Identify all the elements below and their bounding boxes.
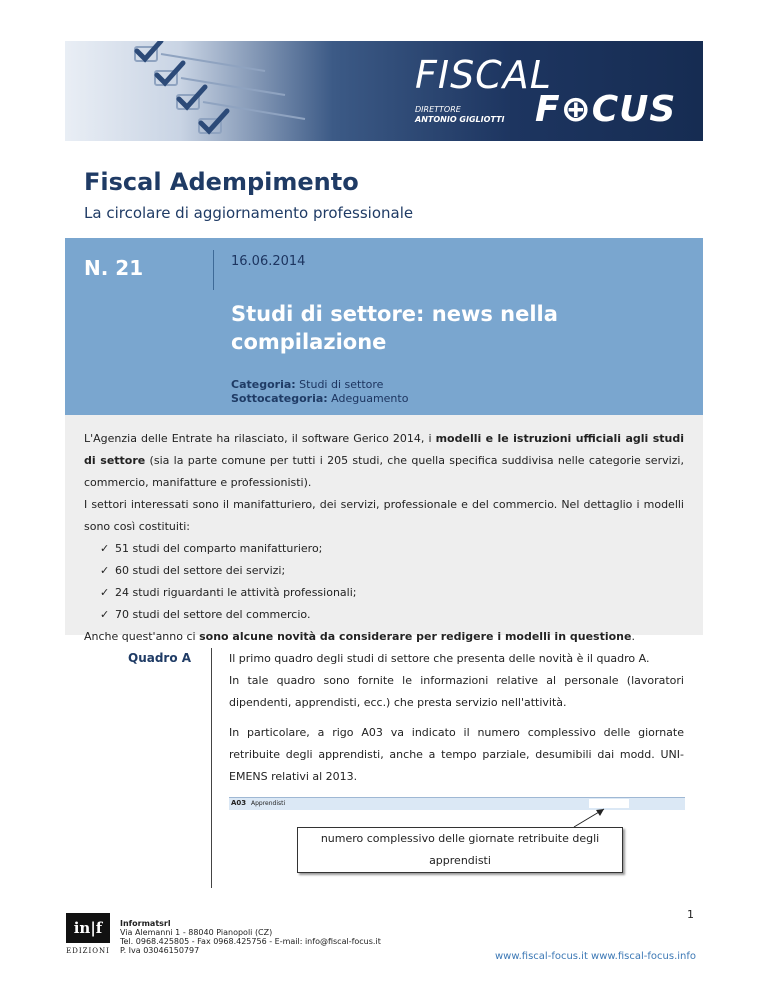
- subcategory-label: Sottocategoria:: [231, 392, 328, 405]
- list-item-text: 51 studi del comparto manifatturiero;: [115, 542, 323, 555]
- section-content: [229, 648, 684, 788]
- list-item: [84, 560, 684, 582]
- section-paragraph-1: Il primo quadro degli studi di settore che presenta delle novità è il quadro A.: [229, 652, 650, 665]
- publication-subtitle: La circolare di aggiornamento professionale: [84, 204, 414, 222]
- issue-divider: [213, 250, 214, 290]
- checkmark-icon: ✓: [100, 542, 110, 555]
- company-name: Informatsrl: [120, 919, 171, 928]
- article-headline: Studi di settore: news nella compilazione: [231, 302, 558, 354]
- form-row-a03: [229, 797, 685, 810]
- intro-p1-text: L'Agenzia delle Entrate ha rilasciato, il software Gerico 2014, i: [84, 432, 436, 445]
- intro-paragraph-1: [84, 428, 684, 494]
- logo-subtitle: EDIZIONI: [66, 947, 110, 955]
- checkmark-icon: ✓: [100, 564, 110, 577]
- checkmark-icon: ✓: [100, 586, 110, 599]
- intro-p3-bold: sono alcune novità da considerare per redigere i modelli in questione: [199, 630, 632, 643]
- header-banner: [65, 41, 703, 141]
- list-item-text: 70 studi del settore del commercio.: [115, 608, 311, 621]
- brand-focus: F⊕CUS: [535, 89, 677, 130]
- section-paragraph-2: In tale quadro sono fornite le informazioni relative al personale (lavoratori dipendenti, apprendisti, ecc.) che presta servizio nell'attività.: [229, 674, 684, 709]
- publisher-info: [120, 919, 381, 955]
- page-number: 1: [687, 908, 694, 921]
- director-block: [415, 105, 504, 125]
- list-item: [84, 604, 684, 626]
- publisher-logo: [66, 913, 110, 963]
- issue-header: [65, 238, 703, 415]
- list-item: [84, 538, 684, 560]
- list-item-text: 24 studi riguardanti le attività professionali;: [115, 586, 357, 599]
- checkmark-icon: ✓: [100, 608, 110, 621]
- brand-fiscal: FISCAL: [415, 53, 552, 97]
- logo-mark: in|f: [66, 913, 110, 943]
- footer-links[interactable]: www.fiscal-focus.it www.fiscal-focus.info: [495, 951, 696, 962]
- article-meta: [231, 378, 408, 406]
- model-list: [84, 538, 684, 626]
- form-row-label: Apprendisti: [251, 800, 286, 807]
- company-vat: P. Iva 03046150797: [120, 946, 200, 955]
- intro-p3-text: Anche quest'anno ci: [84, 630, 200, 643]
- callout-box: numero complessivo delle giornate retribuite degli apprendisti: [297, 827, 623, 873]
- intro-text: [84, 428, 684, 648]
- issue-number: N. 21: [84, 256, 144, 280]
- issue-date: 16.06.2014: [231, 254, 306, 269]
- intro-paragraph-3: [84, 626, 684, 648]
- form-row-code: A03: [231, 799, 247, 807]
- intro-p1-bold: modelli e le istruzioni ufficiali agli studi di settore: [84, 432, 684, 467]
- company-contacts: Tel. 0968.425805 - Fax 0968.425756 - E-mail: info@fiscal-focus.it: [120, 937, 381, 946]
- director-name: ANTONIO GIGLIOTTI: [415, 115, 505, 124]
- intro-paragraph-2: I settori interessati sono il manifatturiero, dei servizi, professionale e del commercio. Nel dettaglio i modelli sono così costituiti:: [84, 498, 684, 533]
- category-value: Studi di settore: [299, 378, 384, 391]
- list-item-text: 60 studi del settore dei servizi;: [115, 564, 286, 577]
- section-label: Quadro A: [128, 651, 192, 665]
- intro-p1-tail: (sia la parte comune per tutti i 205 studi, che quella specifica suddivisa nelle categorie servizi, commercio, manifatture e professionisti).: [84, 454, 684, 489]
- company-address: Via Alemanni 1 - 88040 Pianopoli (CZ): [120, 928, 273, 937]
- list-item: [84, 582, 684, 604]
- section-divider: [211, 648, 212, 888]
- category-label: Categoria:: [231, 378, 296, 391]
- publication-title: Fiscal Adempimento: [84, 168, 359, 196]
- checklist-illustration: [65, 41, 325, 141]
- director-label: DIRETTORE: [415, 105, 461, 114]
- subcategory-value: Adeguamento: [331, 392, 409, 405]
- section-paragraph-3: In particolare, a rigo A03 va indicato il numero complessivo delle giornate retribuite degli apprendisti, anche a tempo parziale, desumibili dai modd. UNI-EMENS relativi al 2013.: [229, 726, 684, 783]
- intro-p3-tail: .: [631, 630, 635, 643]
